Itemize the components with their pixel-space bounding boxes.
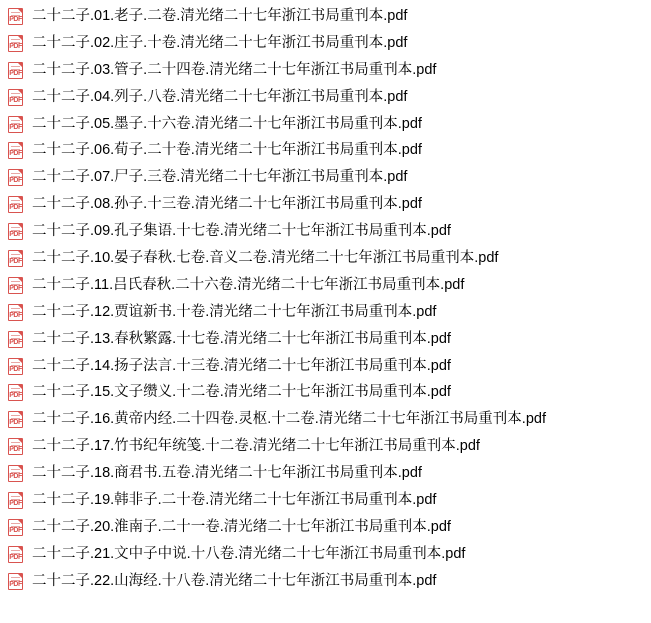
file-list-item[interactable] — [8, 30, 651, 57]
file-name-label: 二十二子.04.列子.八卷.清光绪二十七年浙江书局重刊本.pdf — [32, 88, 408, 105]
pdf-icon-glyph: PDF — [9, 69, 22, 77]
file-name-label: 二十二子.16.黄帝内经.二十四卷.灵枢.十二卷.清光绪二十七年浙江书局重刊本.pdf — [32, 411, 546, 428]
pdf-file-icon — [8, 384, 23, 401]
file-name-label: 二十二子.15.文子缵义.十二卷.清光绪二十七年浙江书局重刊本.pdf — [32, 384, 451, 401]
file-list-item[interactable] — [8, 272, 651, 299]
file-list-item[interactable] — [8, 353, 651, 380]
pdf-icon-glyph: PDF — [9, 257, 22, 265]
file-list-item[interactable] — [8, 218, 651, 245]
file-name-label: 二十二子.21.文中子中说.十八卷.清光绪二十七年浙江书局重刊本.pdf — [32, 545, 466, 562]
pdf-file-icon — [8, 358, 23, 375]
pdf-icon-glyph: PDF — [9, 15, 22, 23]
pdf-file-icon — [8, 196, 23, 213]
pdf-icon-glyph: PDF — [9, 553, 22, 561]
file-list-item[interactable] — [8, 245, 651, 272]
file-name-label: 二十二子.10.晏子春秋.七卷.音义二卷.清光绪二十七年浙江书局重刊本.pdf — [32, 249, 499, 266]
file-name-label: 二十二子.18.商君书.五卷.清光绪二十七年浙江书局重刊本.pdf — [32, 465, 422, 482]
file-name-label: 二十二子.02.庄子.十卷.清光绪二十七年浙江书局重刊本.pdf — [32, 34, 408, 51]
pdf-icon-glyph: PDF — [9, 392, 22, 400]
pdf-icon-corner-fold — [18, 143, 22, 147]
file-name-label: 二十二子.22.山海经.十八卷.清光绪二十七年浙江书局重刊本.pdf — [32, 572, 437, 589]
pdf-file-icon — [8, 223, 23, 240]
file-name-label: 二十二子.06.荀子.二十卷.清光绪二十七年浙江书局重刊本.pdf — [32, 142, 422, 159]
pdf-icon-glyph: PDF — [9, 204, 22, 212]
pdf-icon-glyph: PDF — [9, 150, 22, 158]
pdf-icon-glyph: PDF — [9, 123, 22, 131]
file-name-label: 二十二子.08.孙子.十三卷.清光绪二十七年浙江书局重刊本.pdf — [32, 196, 422, 213]
file-list-item[interactable] — [8, 3, 651, 30]
pdf-file-icon — [8, 89, 23, 106]
pdf-icon-glyph: PDF — [9, 499, 22, 507]
file-name-label: 二十二子.03.管子.二十四卷.清光绪二十七年浙江书局重刊本.pdf — [32, 61, 437, 78]
file-list-item[interactable] — [8, 111, 651, 138]
pdf-file-icon — [8, 116, 23, 133]
pdf-file-icon — [8, 465, 23, 482]
file-list-item[interactable] — [8, 57, 651, 84]
file-name-label: 二十二子.14.扬子法言.十三卷.清光绪二十七年浙江书局重刊本.pdf — [32, 357, 451, 374]
pdf-icon-glyph: PDF — [9, 365, 22, 373]
pdf-icon-corner-fold — [18, 520, 22, 524]
pdf-icon-corner-fold — [18, 224, 22, 228]
file-list-item[interactable] — [8, 164, 651, 191]
pdf-icon-glyph: PDF — [9, 473, 22, 481]
pdf-icon-glyph: PDF — [9, 446, 22, 454]
pdf-icon-corner-fold — [18, 90, 22, 94]
pdf-icon-corner-fold — [18, 170, 22, 174]
pdf-icon-corner-fold — [18, 9, 22, 13]
pdf-file-icon — [8, 304, 23, 321]
file-name-label: 二十二子.09.孔子集语.十七卷.清光绪二十七年浙江书局重刊本.pdf — [32, 223, 451, 240]
file-list-item[interactable] — [8, 84, 651, 111]
file-name-label: 二十二子.05.墨子.十六卷.清光绪二十七年浙江书局重刊本.pdf — [32, 115, 422, 132]
pdf-icon-corner-fold — [18, 547, 22, 551]
file-list-item[interactable] — [8, 487, 651, 514]
pdf-icon-corner-fold — [18, 439, 22, 443]
pdf-file-icon — [8, 8, 23, 25]
file-name-label: 二十二子.19.韩非子.二十卷.清光绪二十七年浙江书局重刊本.pdf — [32, 491, 437, 508]
file-list-item[interactable] — [8, 406, 651, 433]
pdf-file-icon — [8, 250, 23, 267]
pdf-file-icon — [8, 35, 23, 52]
pdf-file-icon — [8, 573, 23, 590]
pdf-icon-glyph: PDF — [9, 231, 22, 239]
pdf-icon-glyph: PDF — [9, 580, 22, 588]
pdf-icon-glyph: PDF — [9, 42, 22, 50]
pdf-icon-corner-fold — [18, 63, 22, 67]
pdf-icon-glyph: PDF — [9, 311, 22, 319]
pdf-icon-corner-fold — [18, 332, 22, 336]
pdf-file-icon — [8, 62, 23, 79]
pdf-icon-corner-fold — [18, 359, 22, 363]
pdf-icon-corner-fold — [18, 36, 22, 40]
pdf-file-icon — [8, 519, 23, 536]
pdf-file-icon — [8, 277, 23, 294]
file-list-item[interactable] — [8, 191, 651, 218]
file-list-item[interactable] — [8, 541, 651, 568]
pdf-file-icon — [8, 142, 23, 159]
file-name-label: 二十二子.17.竹书纪年统笺.十二卷.清光绪二十七年浙江书局重刊本.pdf — [32, 438, 480, 455]
pdf-icon-corner-fold — [18, 278, 22, 282]
pdf-file-icon — [8, 438, 23, 455]
pdf-icon-glyph: PDF — [9, 177, 22, 185]
pdf-icon-corner-fold — [18, 117, 22, 121]
file-name-label: 二十二子.12.贾谊新书.十卷.清光绪二十七年浙江书局重刊本.pdf — [32, 303, 437, 320]
pdf-file-icon — [8, 169, 23, 186]
file-list-item[interactable] — [8, 137, 651, 164]
pdf-icon-corner-fold — [18, 493, 22, 497]
file-name-label: 二十二子.13.春秋繁露.十七卷.清光绪二十七年浙江书局重刊本.pdf — [32, 330, 451, 347]
file-name-label: 二十二子.20.淮南子.二十一卷.清光绪二十七年浙江书局重刊本.pdf — [32, 518, 451, 535]
pdf-icon-glyph: PDF — [9, 338, 22, 346]
pdf-icon-corner-fold — [18, 197, 22, 201]
pdf-file-icon — [8, 411, 23, 428]
pdf-icon-glyph: PDF — [9, 284, 22, 292]
pdf-file-icon — [8, 331, 23, 348]
pdf-file-icon — [8, 546, 23, 563]
pdf-icon-corner-fold — [18, 385, 22, 389]
file-list-item[interactable] — [8, 326, 651, 353]
file-list-item[interactable] — [8, 514, 651, 541]
file-name-label: 二十二子.01.老子.二卷.清光绪二十七年浙江书局重刊本.pdf — [32, 7, 408, 24]
pdf-icon-corner-fold — [18, 574, 22, 578]
pdf-icon-corner-fold — [18, 466, 22, 470]
file-list-item[interactable] — [8, 460, 651, 487]
pdf-icon-corner-fold — [18, 412, 22, 416]
pdf-icon-corner-fold — [18, 305, 22, 309]
file-list-item[interactable] — [8, 568, 651, 595]
file-list-item[interactable] — [8, 433, 651, 460]
file-list-item[interactable] — [8, 299, 651, 326]
pdf-icon-glyph: PDF — [9, 526, 22, 534]
file-list-item[interactable] — [8, 379, 651, 406]
pdf-icon-glyph: PDF — [9, 96, 22, 104]
file-name-label: 二十二子.11.吕氏春秋.二十六卷.清光绪二十七年浙江书局重刊本.pdf — [32, 276, 465, 293]
pdf-icon-glyph: PDF — [9, 419, 22, 427]
pdf-icon-corner-fold — [18, 251, 22, 255]
file-name-label: 二十二子.07.尸子.三卷.清光绪二十七年浙江书局重刊本.pdf — [32, 169, 408, 186]
pdf-file-icon — [8, 492, 23, 509]
